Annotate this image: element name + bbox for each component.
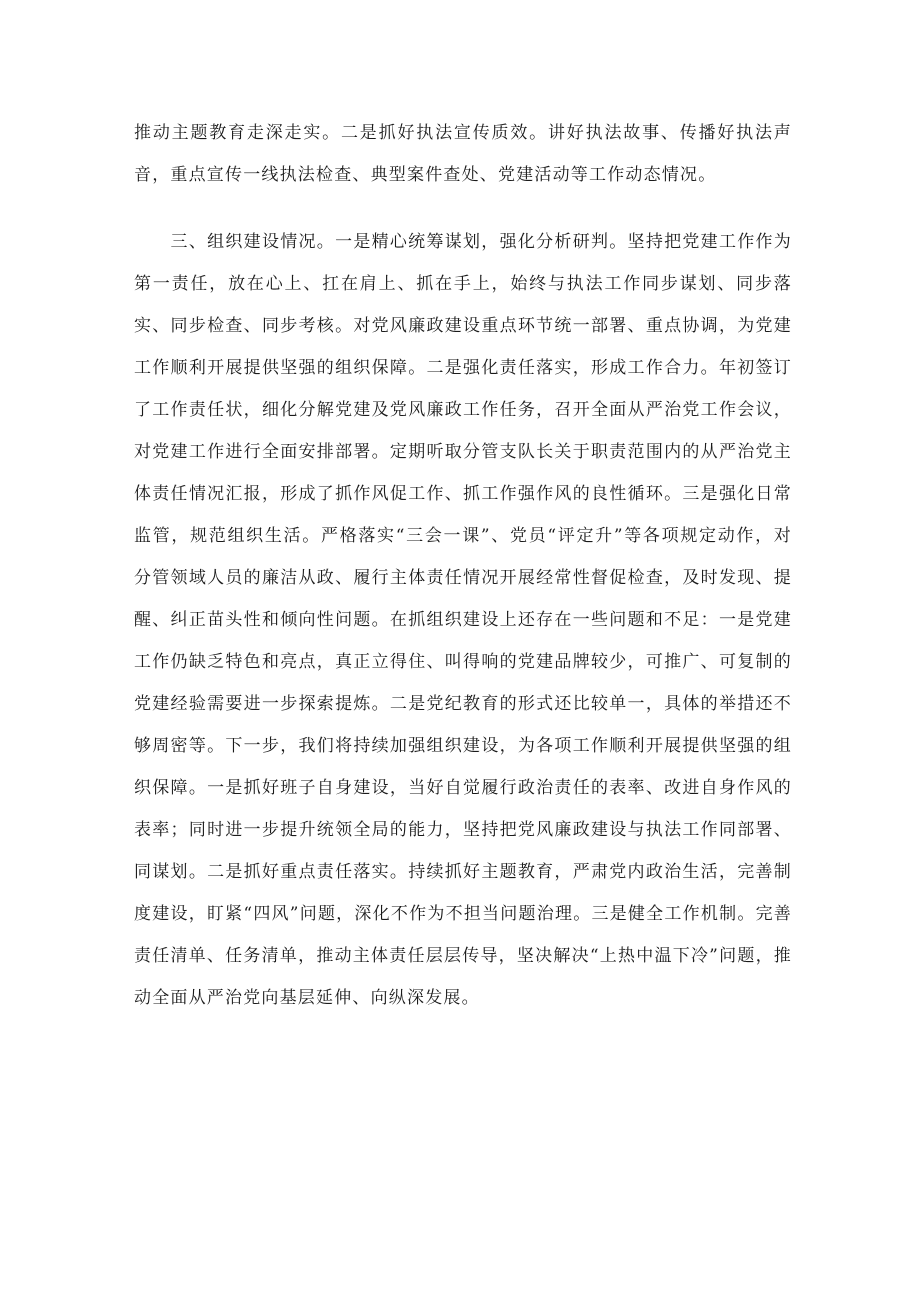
paragraph-organization-building: 三、组织建设情况。一是精心统筹谋划，强化分析研判。坚持把党建工作作为第一责任，放在心上、扛在肩上、抓在手上，始终与执法工作同步谋划、同步落实、同步检查、同步考核。对党风廉政建设重点环节统一部署、重点协调，为党建工作顺利开展提供坚强的组织保障。二是强化责任落实，形成工作合力。年初签订了工作责任状，细化分解党建及党风廉政工作任务，召开全面从严治党工作会议，对党建工作进行全面安排部署。定期听取分管支队长关于职责范围内的从严治党主体责任情况汇报，形成了抓作风促工作、抓工作强作风的良性循环。三是强化日常监管，规范组织生活。严格落实“三会一课”、党员“评定升”等各项规定动作，对分管领域人员的廉洁从政、履行主体责任情况开展经常性督促检查，及时发现、提醒、纠正苗头性和倾向性问题。在抓组织建设上还存在一些问题和不足：一是党建工作仍缺乏特色和亮点，真正立得住、叫得响的党建品牌较少，可推广、可复制的党建经验需要进一步探索提炼。二是党纪教育的形式还比较单一，具体的举措还不够周密等。下一步，我们将持续加强组织建设，为各项工作顺利开展提供坚强的组织保障。一是抓好班子自身建设，当好自觉履行政治责任的表率、改进自身作风的表率；同时进一步提升统领全局的能力，坚持把党风廉政建设与执法工作同部署、同谋划。二是抓好重点责任落实。持续抓好主题教育，严肃党内政治生活，完善制度建设，盯紧“四风”问题，深化不作为不担当问题治理。三是健全工作机制。完善责任清单、任务清单，推动主体责任层层传导，坚决解决“上热中温下冷”问题，推动全面从严治党向基层延伸、向纵深发展。 [134,232,792,1008]
document-body [134,112,792,1019]
paragraph-continuation: 推动主题教育走深走实。二是抓好执法宣传质效。讲好执法故事、传播好执法声音，重点宣传一线执法检查、典型案件查处、党建活动等工作动态情况。 [134,123,792,185]
